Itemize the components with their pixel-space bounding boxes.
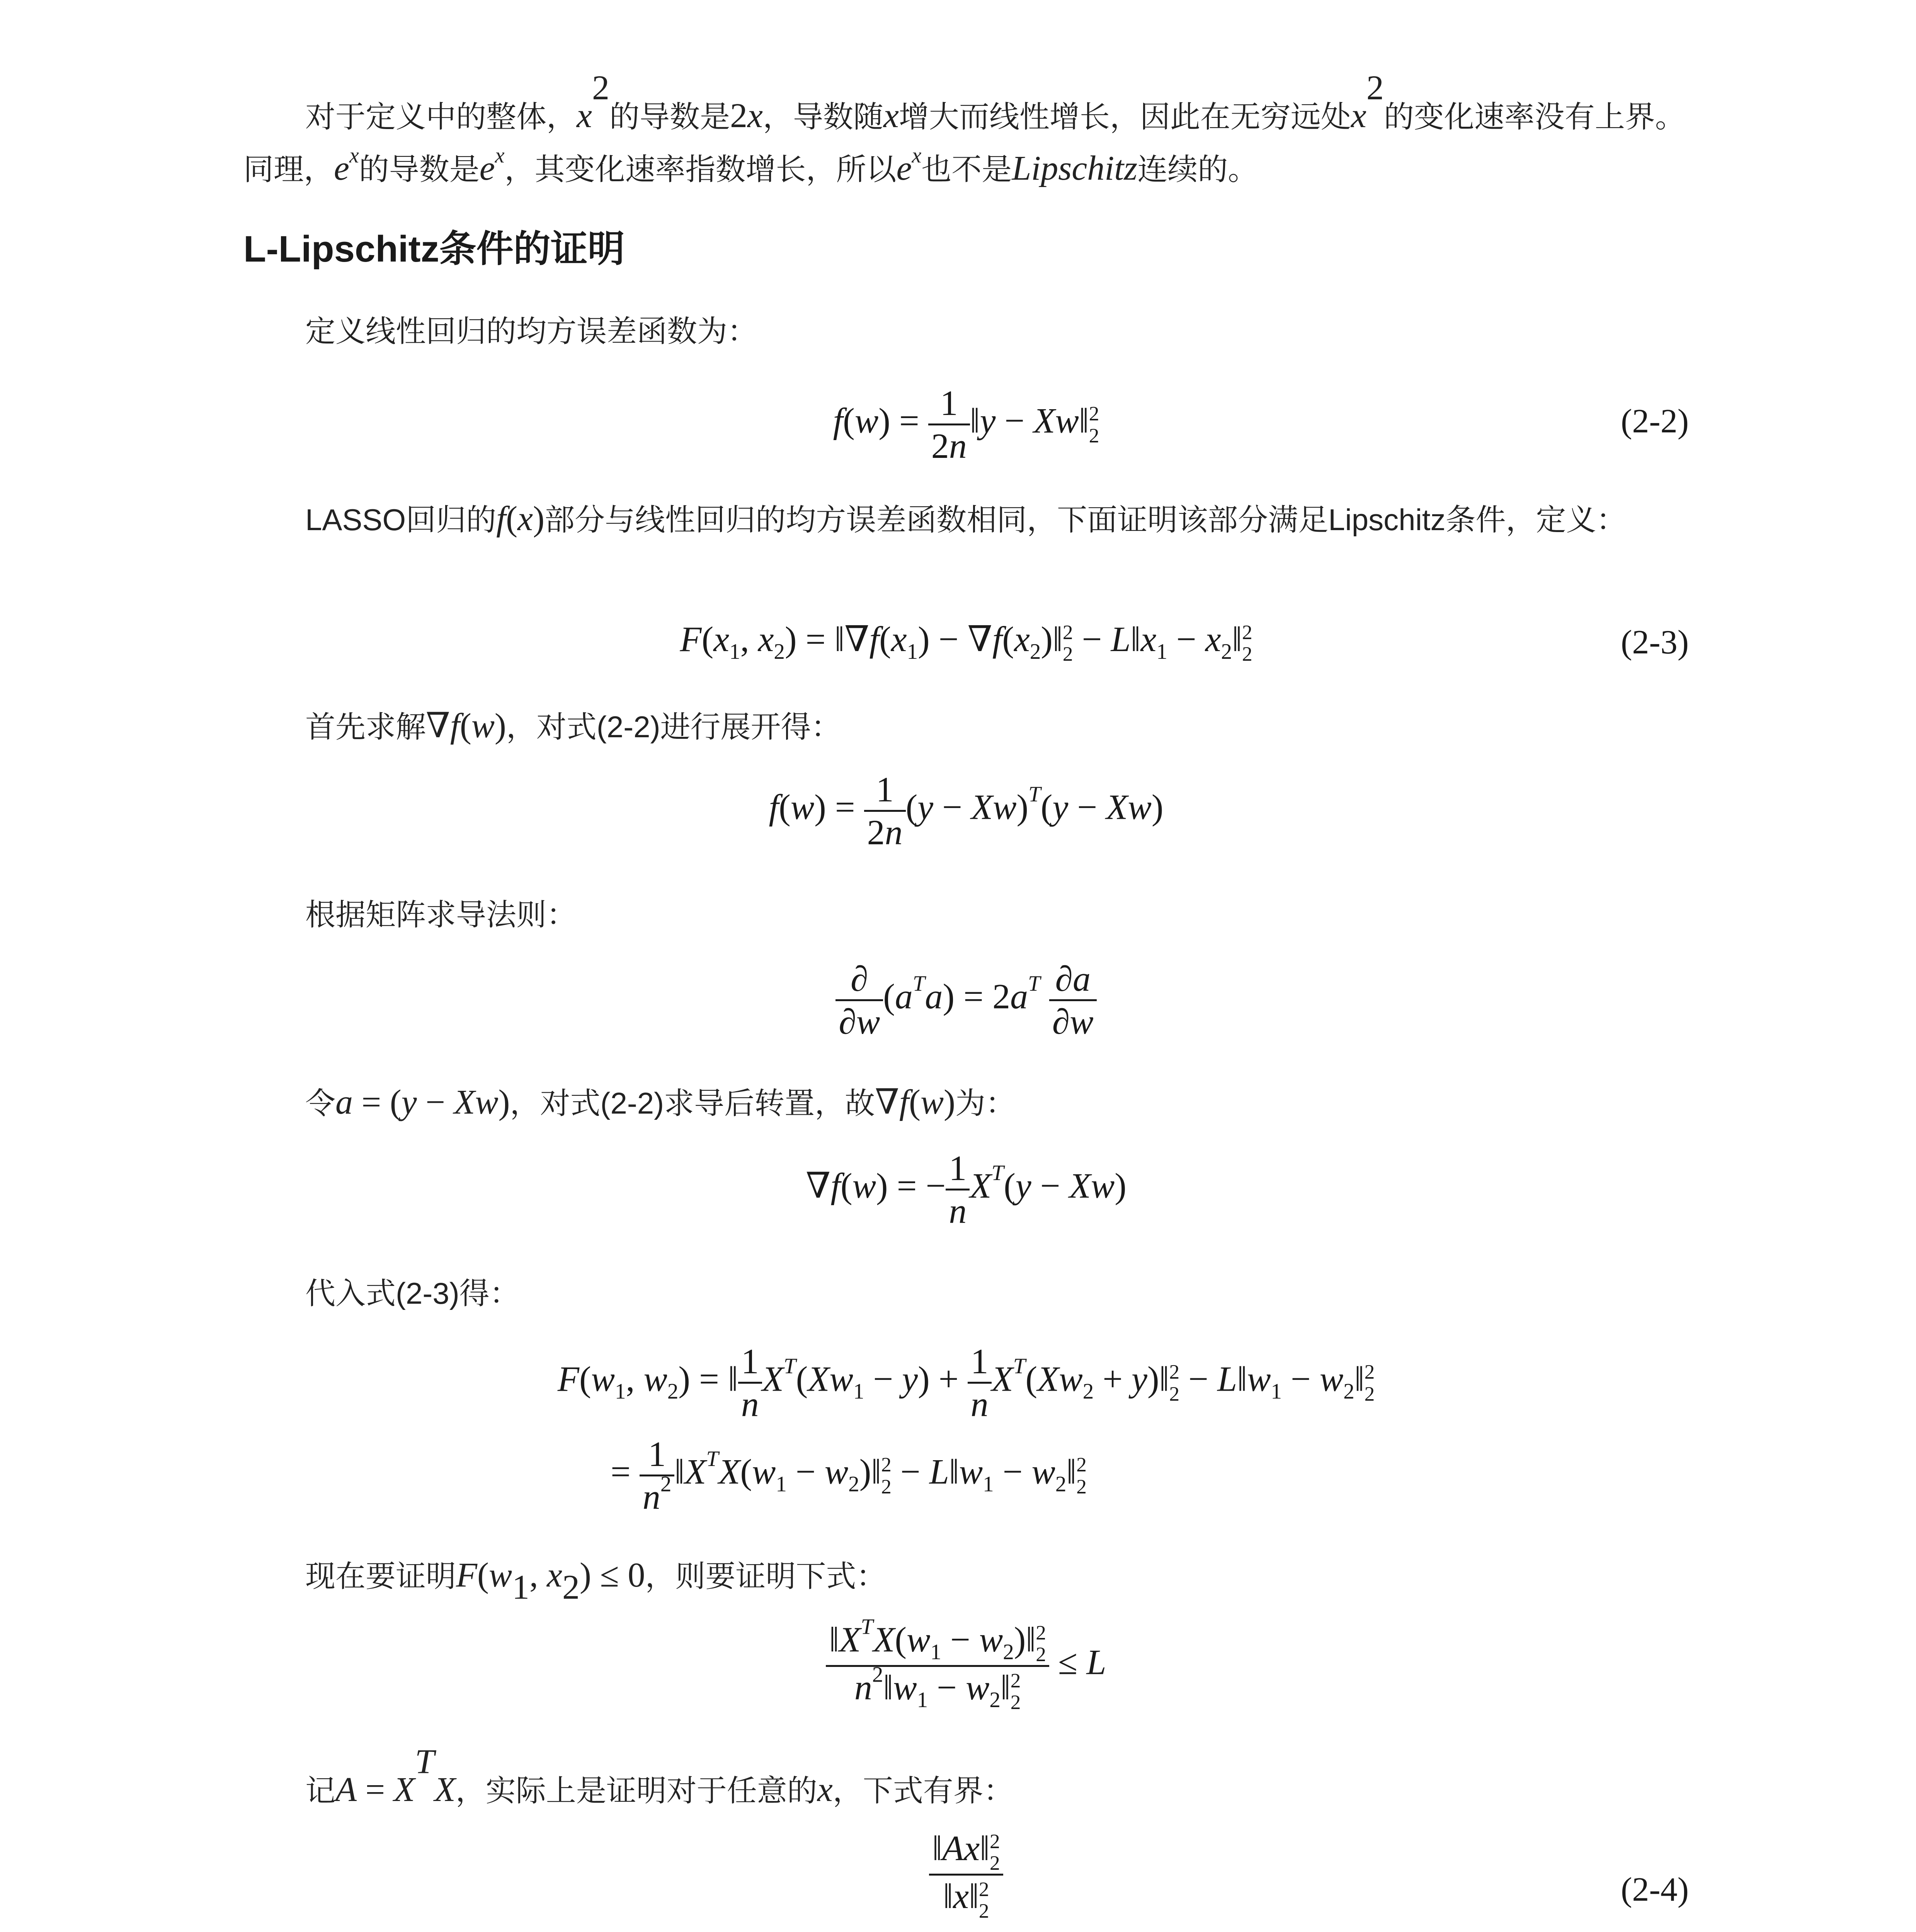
equation-gradient: ∇f(w) = − $\frac{1}{n}$ $X^T(y - Xw)$ [806,1148,1126,1231]
paragraph-derivative-growth: 对于定义中的整体，$x^2$的导数是2x，导数随x增大而线性增长，因此在无穷远处$x^2$的变化速率没有上界。同理，$e^x$的导数是$e^x$，其变化速率指数增长，所以$e^x$也不是Lipschitz连续的。 [243,69,1685,187]
equation-number-2-3: (2-3) [1621,624,1689,661]
paragraph-gradient-solve: 首先求解∇f(w)，对式(2-2)进行展开得： [305,707,841,745]
paragraph-mse-definition: 定义线性回归的均方误差函数为： [305,314,758,348]
equation-F-line-2: = $\frac{1}{n^2}$ $‖X^TX(w_1$ − $w_2)‖$ 2 2 − $L‖w_1$ − $w_2‖$ 2 2 [611,1434,1087,1517]
equation-number-2-2: (2-2) [1621,403,1689,440]
paragraph-substitution: 令a = (y − Xw)，对式(2-2)求导后转置，故∇f(w)为： [305,1083,1016,1121]
equation-mse-expanded: f(w) = $\frac{1}{2n}$ $(y - Xw)^T(y - Xw)$ [769,770,1164,852]
equation-lipschitz-condition: $F(x_1$, $x_2$) = $‖\nabla f(x_1)$ − $\nabla f(x_2)‖$ 2 2 − $L‖x_1$ − $x_2‖$ 2 2 [680,619,1252,665]
equation-rayleigh-ratio: ‖Ax‖ 2 2 ‖x‖ 2 2 [243,1828,1689,1922]
paragraph-define-A: 记$A = X^TX$，实际上是证明对于任意的x，下式有界： [305,1743,1014,1809]
equation-number-2-4: (2-4) [1621,1871,1689,1908]
section-heading: L-Lipschitz条件的证明 [243,228,625,270]
paragraph-substitute-2-3: 代入式(2-3)得： [305,1276,520,1310]
equation-F-line-1: $F(w_1$, $w_2$) = ‖ $\frac{1}{n}$ $X^T(Xw_1 - y)$ + $\frac{1}{n}$ $X^T(Xw_2$ + y)‖ 2 2 − $L‖w_1$ − $w_2‖$ 2 2 [557,1342,1375,1424]
paragraph-prove-bound: 现在要证明$F(w_1$, $x_2) \le 0$，则要证明下式： [305,1556,887,1607]
equation-mse: f(w) = $\frac{1}{2n}$ ‖y − Xw‖ 2 2 [833,383,1099,466]
equation-matrix-derivative: $\frac{\partial}{\partial w}$ $(a^Ta) = 2a^T$ $\frac{\partial a}{\partial w}$ [243,958,1689,1042]
paragraph-matrix-derivative-rule: 根据矩阵求导法则： [305,898,577,932]
paragraph-lasso-lipschitz: LASSO回归的f(x)部分与线性回归的均方误差函数相同，下面证明该部分满足Lipschitz条件，定义： [305,500,1627,538]
equation-ratio-inequality: $‖X^TX(w_1$ − $w_2)‖$ 2 2 $n^2‖w_1$ − $w_2‖$ 2 2 ≤ L [243,1619,1689,1713]
